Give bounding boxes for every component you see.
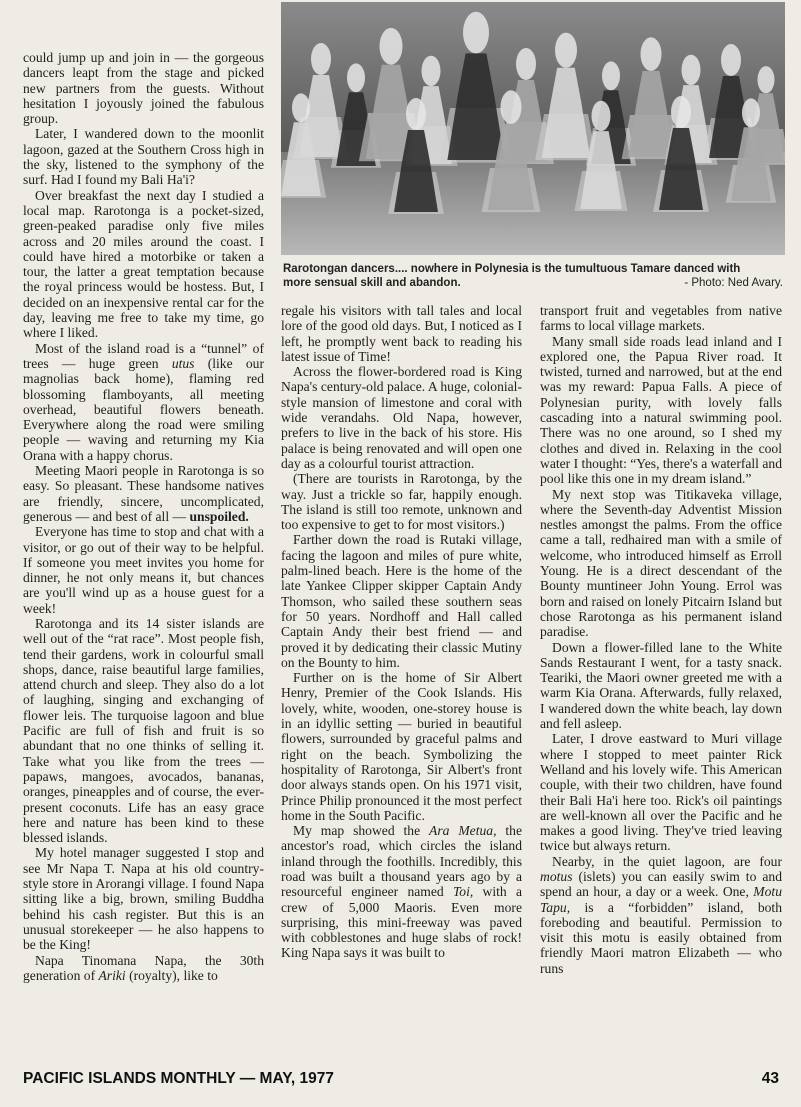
- photo-caption: [283, 262, 783, 290]
- article-paragraph: (There are tourists in Rarotonga, by the way. Just a trickle so far, happily enough. The island is still too remote, unknown and too expensive to get to for most visitors.): [281, 471, 522, 533]
- article-column-middle: [281, 303, 522, 961]
- article-paragraph: Over breakfast the next day I studied a local map. Rarotonga is a pocket-sized, green-peaked paradise only five miles across and 20 miles around the coast. I could have hired a motorbike or taken a tour, the latter a great temptation because the royal princess would be hostess. But, I decided on an inexpensive rental car for the day, leaving me free to take my time, go where I liked.: [23, 187, 264, 341]
- caption-text-continued: more sensual skill and abandon.: [283, 277, 461, 289]
- article-paragraph: Down a flower-filled lane to the White Sands Restaurant I went, for a tasty snack. Teariki, the Maori owner greeted me with a warm Kia Orana. Afterwards, fully relaxed, I wandered down the white beach, lay down and fell asleep.: [540, 639, 782, 732]
- caption-text: Rarotongan dancers.... nowhere in Polynesia is the tumultuous Tamare danced with: [283, 263, 741, 275]
- dancers-photo-image: [281, 2, 785, 255]
- article-column-right: [540, 303, 782, 976]
- article-paragraph: Most of the island road is a “tunnel” of trees — huge green utus (like our magnolias back home), flaming red blossoming flamboyants, all meeting overhead, beautiful flowers beneath. Everywhere along the road were smiling people — waving and returning my Kia Orana with a happy chorus.: [23, 340, 264, 463]
- article-paragraph: My hotel manager suggested I stop and see Mr Napa T. Napa at his old country-style store in Arorangi village. I found Napa sitting like a big, brown, smiling Buddha behind his cash register. But this is an unusual storekeeper — he also happens to be the King!: [23, 845, 264, 953]
- page-footer: [23, 1068, 779, 1090]
- article-paragraph: regale his visitors with tall tales and local lore of the good old days. But, I noticed as I left, he promptly went back to reading his latest issue of Time!: [281, 303, 522, 364]
- article-paragraph: Later, I wandered down to the moonlit lagoon, gazed at the Southern Cross high in the sky, listened to the symphony of the surf. Had I found my Bali Ha'i?: [23, 126, 264, 188]
- article-paragraph: Napa Tinomana Napa, the 30th generation of Ariki (royalty), like to: [23, 952, 264, 983]
- article-paragraph: Rarotonga and its 14 sister islands are well out of the “rat race”. Most people fish, tend their gardens, work in colourful small shops, dance, raise beautiful large families, attend church and sleep. They also do a lot of laughing, singing and exchanging of flower leis. The turquoise lagoon and blue Pacific are full of fish and fruit is so abundant that no one thinks of selling it. Take what you like from the trees — papaws, mangoes, avocados, bananas, oranges, pineapples and of course, the ever-present coconuts. Life has an easy grace here and nature has been kind to these blessed islands.: [23, 615, 264, 846]
- article-paragraph: Nearby, in the quiet lagoon, are four motus (islets) you can easily swim to and spend an hour, a day or a week. One, Motu Tapu, is a “forbidden” island, both foreboding and beautiful. Permission to visit this motu is easily obtained from friendly Maori matron Elizabeth — who runs: [540, 853, 782, 976]
- article-paragraph: My next stop was Titikaveka village, where the Seventh-day Adventist Mission nestles amongst the palms. From the office came a tall, redhaired man with a smile of welcome, who introduced himself as Erroll Young. He is a direct descendant of the Bounty muntineer John Young. Errol was born and raised on lonely Pitcairn Island but chose Rarotonga as his permanent island paradise.: [540, 486, 782, 640]
- article-column-left: [23, 50, 264, 983]
- page-number: 43: [761, 1070, 779, 1087]
- article-paragraph: Later, I drove eastward to Muri village where I stopped to meet painter Rick Welland and his lovely wife. This American couple, with their two children, have found their Bali Ha'i here too. Rick's oil paintings are well-known all over the Pacific and he makes a good living. They've tried leaving twice but always return.: [540, 731, 782, 854]
- article-paragraph: transport fruit and vegetables from native farms to local village markets.: [540, 303, 782, 334]
- photo-credit: - Photo: Ned Avary.: [684, 277, 783, 289]
- article-paragraph: could jump up and join in — the gorgeous dancers leapt from the stage and picked new partners from the guests. Without hesitation I joyously joined the fabulous group.: [23, 50, 264, 127]
- article-paragraph: Meeting Maori people in Rarotonga is so easy. So pleasant. These handsome natives are friendly, sincere, uncomplicated, generous — and best of all — unspoiled.: [23, 463, 264, 524]
- article-paragraph: Everyone has time to stop and chat with a visitor, or go out of their way to be helpful. If someone you meet invites you home for dinner, he not only means it, but chances are you'll wind up as a house guest for a week!: [23, 524, 264, 616]
- article-paragraph: My map showed the Ara Metua, the ancestor's road, which circles the island inland through the foothills. Incredibly, this road was built a thousand years ago by a resourceful engineer named Toi, with a crew of 5,000 Maoris. Even more surprising, this mini-freeway was paved with cobblestones and huge slabs of rock! King Napa says it was built to: [281, 823, 522, 961]
- article-paragraph: Across the flower-bordered road is King Napa's century-old palace. A huge, colonial-style mansion of limestone and coral with wide verandahs. Old Napa, however, prefers to live in the back of his store. His palace is being renovated and will open one day as a colourful tourist attraction.: [281, 364, 522, 471]
- article-paragraph: Farther down the road is Rutaki village, facing the lagoon and miles of pure white, palm-lined beach. Here is the home of the late Yankee Clipper skipper Captain Andy Thomson, who sailed these southern seas for 50 years. Nordhoff and Hall called Captain Andy their best friend — and proved it by dedicating their classic Mutiny on the Bounty to him.: [281, 532, 522, 670]
- article-paragraph: Further on is the home of Sir Albert Henry, Premier of the Cook Islands. His lovely, white, wooden, one-storey house is in an idyllic setting — buried in beautiful flowers, surrounded by graceful palms and right on the beach. Symbolizing the hospitality of Rarotonga, Sir Albert's front door always stands open. On his 1971 visit, Prince Philip pronounced it the most perfect home in the South Pacific.: [281, 670, 522, 823]
- dancers-photo: [281, 2, 785, 255]
- article-paragraph: Many small side roads lead inland and I explored one, the Papua River road. It twisted, turned and narrowed, but at the end was my reward: Papua Falls. A piece of Polynesian purity, with lovely falls cascading into a natural swimming pool. There was no one around, so I shed my clothes and dived in. Relaxing in the cool water I thought: “Yes, there's a waterfall and pool like this one in my dream island.”: [540, 333, 782, 487]
- publication-footer: PACIFIC ISLANDS MONTHLY — MAY, 1977: [23, 1070, 334, 1087]
